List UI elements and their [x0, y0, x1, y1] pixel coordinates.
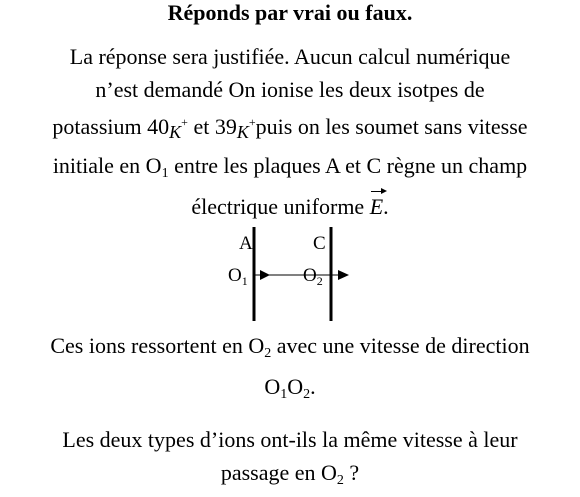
k-ion-charge-2: +	[248, 115, 256, 129]
intro-line-5-start: électrique uniforme	[191, 194, 370, 219]
question-o2-subscript: 2	[336, 473, 344, 488]
question-paragraph	[0, 423, 580, 497]
intro-line-1: La réponse sera justifiée. Aucun calcul numérique	[69, 44, 511, 69]
exercise-title: Réponds par vrai ou faux.	[167, 0, 413, 25]
question-mark: ?	[343, 460, 360, 485]
intro-line-3	[0, 106, 580, 149]
statement-paragraph	[0, 329, 580, 411]
o1-subscript: 1	[161, 166, 169, 181]
label-c: C	[313, 233, 326, 254]
o2-letter: O	[303, 265, 317, 286]
arrow-o1-icon	[260, 270, 270, 280]
statement-line-2	[0, 370, 580, 411]
intro-line-2: n’est demandé On ionise les deux isotpes de	[95, 77, 485, 102]
statement-o2-subscript: 2	[264, 346, 272, 361]
intro-line-4-start: initiale en O	[52, 153, 162, 178]
arrow-o2-icon	[338, 270, 349, 280]
label-a: A	[239, 233, 253, 254]
k-ion-subscript-1: K	[169, 122, 182, 142]
potassium-40-text: potassium 40	[52, 114, 170, 139]
question-line-2-start: passage en O	[220, 460, 337, 485]
potassium-39-text: et 39	[187, 114, 237, 139]
intro-line-3-end: puis on les soumet sans vitesse	[255, 114, 528, 139]
k-ion-charge-1: +	[181, 115, 188, 129]
statement-line-1-end: avec une vitesse de direction	[271, 333, 530, 358]
intro-line-4	[0, 149, 580, 190]
question-line-2	[0, 456, 580, 497]
intro-line-5	[0, 190, 580, 223]
o1-index: 1	[241, 274, 248, 288]
statement-period: .	[310, 374, 316, 399]
o2-index: 2	[316, 274, 323, 288]
statement-line-1	[0, 329, 580, 370]
statement-line-1-start: Ces ions ressortent en O	[50, 333, 265, 358]
question-line-1: Les deux types d’ions ont-ils la même vitesse à leur	[62, 427, 518, 452]
k-ion-subscript-2: K	[236, 122, 249, 142]
plates-diagram	[0, 223, 580, 323]
statement-o2-letter: O	[287, 374, 304, 399]
statement-o1-subscript: 1	[280, 387, 288, 402]
intro-line-4-end: entre les plaques A et C règne un champ	[168, 153, 528, 178]
statement-o2-subscript-2: 2	[303, 387, 311, 402]
plates-svg	[0, 223, 580, 323]
o1-letter: O	[228, 265, 242, 286]
statement-o1-letter: O	[264, 374, 281, 399]
label-o1	[228, 265, 248, 288]
intro-line-5-end: .	[383, 194, 389, 219]
field-vector-e: E	[370, 190, 383, 223]
intro-paragraph	[0, 40, 580, 223]
label-o2	[303, 265, 323, 288]
